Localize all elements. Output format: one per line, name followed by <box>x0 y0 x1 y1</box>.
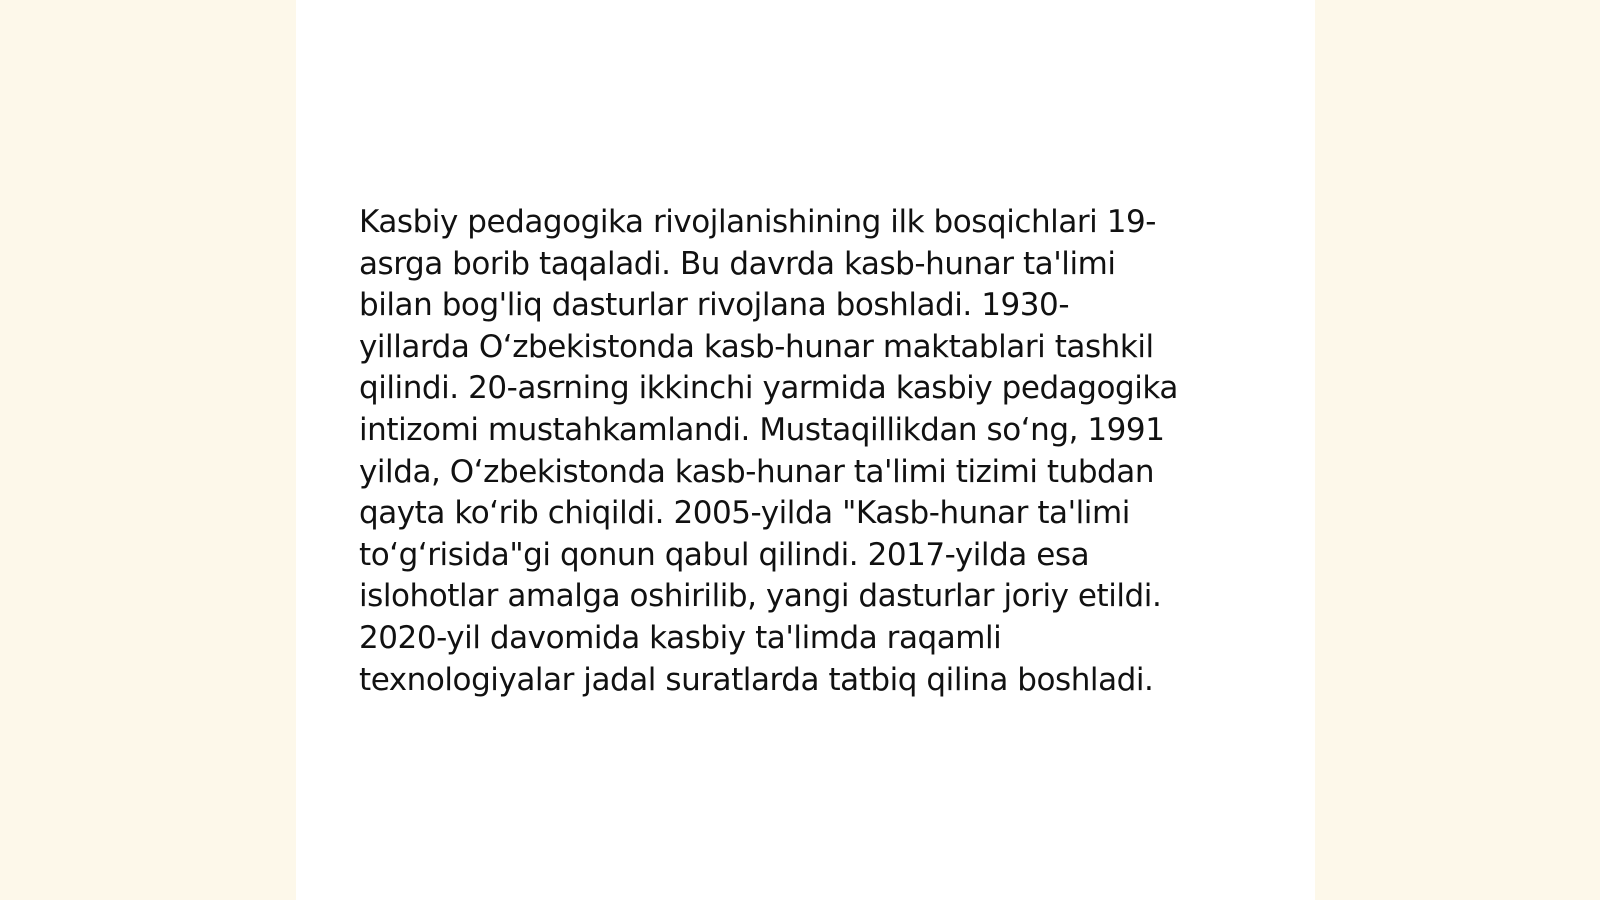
right-margin-background <box>1315 0 1600 900</box>
paragraph-line: yilda, O‘zbekistonda kasb-hunar ta'limi tizimi tubdan <box>359 453 1155 490</box>
paragraph-line: bilan bog'liq dasturlar rivojlana boshladi. 1930- <box>359 287 1070 324</box>
paragraph-line: texnologiyalar jadal suratlarda tatbiq qilina boshladi. <box>359 661 1154 698</box>
slide-page <box>296 0 1315 900</box>
paragraph-line: yillarda O‘zbekistonda kasb-hunar maktablari tashkil <box>359 328 1154 365</box>
paragraph-line: intizomi mustahkamlandi. Mustaqillikdan so‘ng, 1991 <box>359 411 1165 448</box>
paragraph-line: qilindi. 20-asrning ikkinchi yarmida kasbiy pedagogika <box>359 370 1178 407</box>
left-margin-background <box>0 0 296 900</box>
paragraph-line: Kasbiy pedagogika rivojlanishining ilk bosqichlari 19- <box>359 204 1157 240</box>
paragraph-line: qayta ko‘rib chiqildi. 2005-yilda "Kasb-hunar ta'limi <box>359 495 1130 532</box>
paragraph-line: 2020-yil davomida kasbiy ta'limda raqamli <box>359 619 1002 656</box>
paragraph-line: asrga borib taqaladi. Bu davrda kasb-hunar ta'limi <box>359 245 1116 282</box>
paragraph-line: islohotlar amalga oshirilib, yangi dasturlar joriy etildi. <box>359 578 1162 615</box>
paragraph-line: to‘g‘risida"gi qonun qabul qilindi. 2017-yilda esa <box>359 536 1090 573</box>
body-paragraph <box>359 202 1259 701</box>
